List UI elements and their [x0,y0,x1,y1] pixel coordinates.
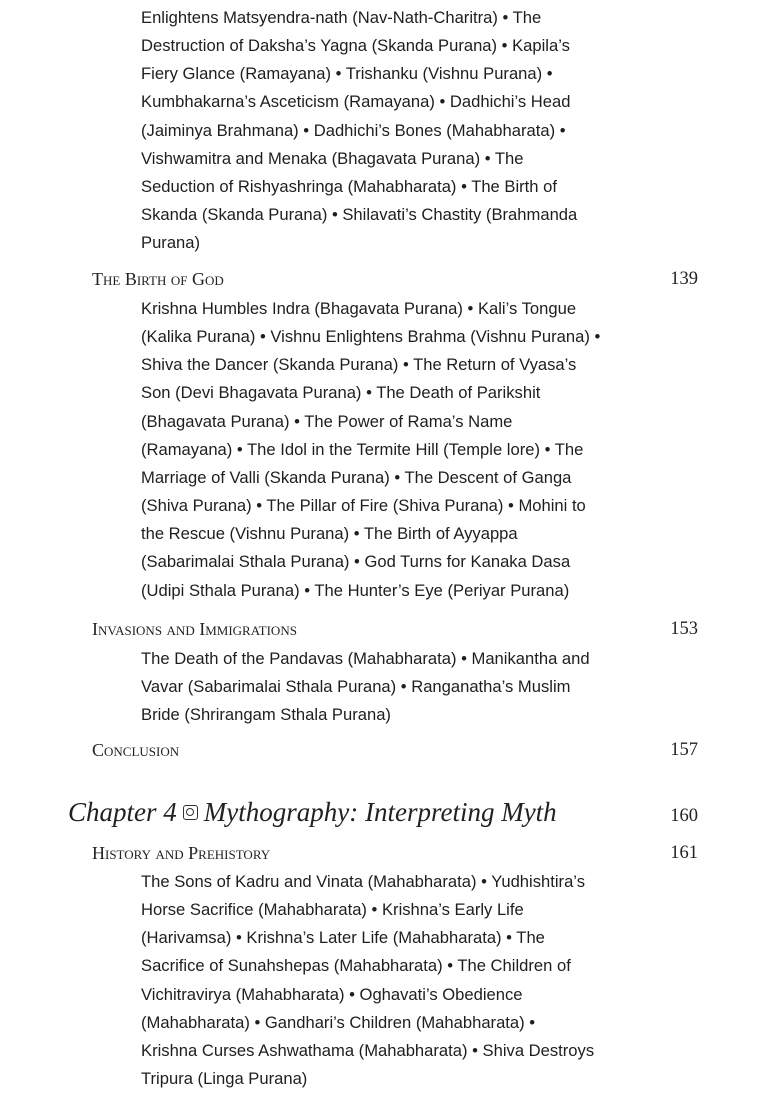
ornament-icon [183,805,198,820]
entry-line: (Mahabharata) • Gandhari’s Children (Mahabharata) • [141,1012,536,1032]
section-title: Invasions and Immigrations [92,619,297,639]
entry-line: Vichitravirya (Mahabharata) • Oghavati’s Obedience [141,984,523,1004]
entry-line: (Udipi Sthala Purana) • The Hunter’s Eye (Periyar Purana) [141,580,570,600]
section-heading-conclusion [92,738,698,762]
page-number: 153 [670,619,698,639]
chapter-title: Mythography: Interpreting Myth [203,797,557,827]
section-title: History and Prehistory [92,843,271,863]
chapter-heading [68,797,698,828]
page-number: 160 [670,806,698,826]
entry-line: Horse Sacrifice (Mahabharata) • Krishna’s Early Life [141,900,524,920]
section-title: The Birth of God [92,269,224,289]
entry-line: Marriage of Valli (Skanda Purana) • The Descent of Ganga [141,467,572,487]
section-title: Conclusion [92,740,180,760]
entry-line: (Bhagavata Purana) • The Power of Rama’s Name [141,411,513,431]
entry-line: Enlightens Matsyendra-nath (Nav-Nath-Charitra) • The [141,8,542,27]
section-heading-history-prehistory [92,841,698,865]
entry-line: Vishwamitra and Menaka (Bhagavata Purana) • The [141,148,524,168]
entry-line: Fiery Glance (Ramayana) • Trishanku (Vishnu Purana) • [141,64,553,84]
entry-line: the Rescue (Vishnu Purana) • The Birth of Ayyappa [141,524,518,544]
entry-line: (Harivamsa) • Krishna’s Later Life (Mahabharata) • The [141,928,545,948]
entry-line: Bride (Shrirangam Sthala Purana) [141,705,391,725]
entry-line: Tripura (Linga Purana) [141,1069,308,1089]
entry-line: Purana) [141,233,201,253]
section-heading-birth-of-god [92,267,698,291]
entry-line: (Ramayana) • The Idol in the Termite Hill (Temple lore) • The [141,439,584,459]
page-number: 161 [670,843,698,863]
section-entries-history-prehistory [141,868,594,1093]
entry-line: Destruction of Daksha’s Yagna (Skanda Purana) • Kapila’s [141,36,570,56]
entry-line: Son (Devi Bhagavata Purana) • The Death of Parikshit [141,383,541,403]
entry-line: (Kalika Purana) • Vishnu Enlightens Brahma (Vishnu Purana) • [141,327,601,347]
section-entries-birth-of-god [141,295,600,605]
entry-line: Seduction of Rishyashringa (Mahabharata) • The Birth of [141,176,557,196]
entry-line: Shiva the Dancer (Skanda Purana) • The Return of Vyasa’s [141,355,577,375]
entry-line: (Sabarimalai Sthala Purana) • God Turns for Kanaka Dasa [141,552,571,572]
entry-line: Sacrifice of Sunahshepas (Mahabharata) • The Children of [141,956,571,976]
entry-line: (Shiva Purana) • The Pillar of Fire (Shiva Purana) • Mohini to [141,496,586,516]
page-number: 157 [670,740,698,760]
section-entries-invasions [141,645,590,729]
entry-line: Vavar (Sabarimalai Sthala Purana) • Ranganatha’s Muslim [141,677,571,697]
entry-line: Krishna Humbles Indra (Bhagavata Purana) • Kali’s Tongue [141,299,577,318]
page-number: 139 [670,269,698,289]
entry-line: Skanda (Skanda Purana) • Shilavati’s Chastity (Brahmanda [141,205,578,225]
entry-line: (Jaiminya Brahmana) • Dadhichi’s Bones (Mahabharata) • [141,120,566,140]
chapter-label: Chapter 4 [68,797,177,827]
section-heading-invasions [92,617,698,641]
entry-line: Kumbhakarna’s Asceticism (Ramayana) • Dadhichi’s Head [141,92,571,112]
continued-entry-list [141,4,577,257]
entry-line: The Death of the Pandavas (Mahabharata) • Manikantha and [141,649,590,668]
entry-line: Krishna Curses Ashwathama (Mahabharata) • Shiva Destroys [141,1040,595,1060]
entry-line: The Sons of Kadru and Vinata (Mahabharata) • Yudhishtira’s [141,872,585,891]
